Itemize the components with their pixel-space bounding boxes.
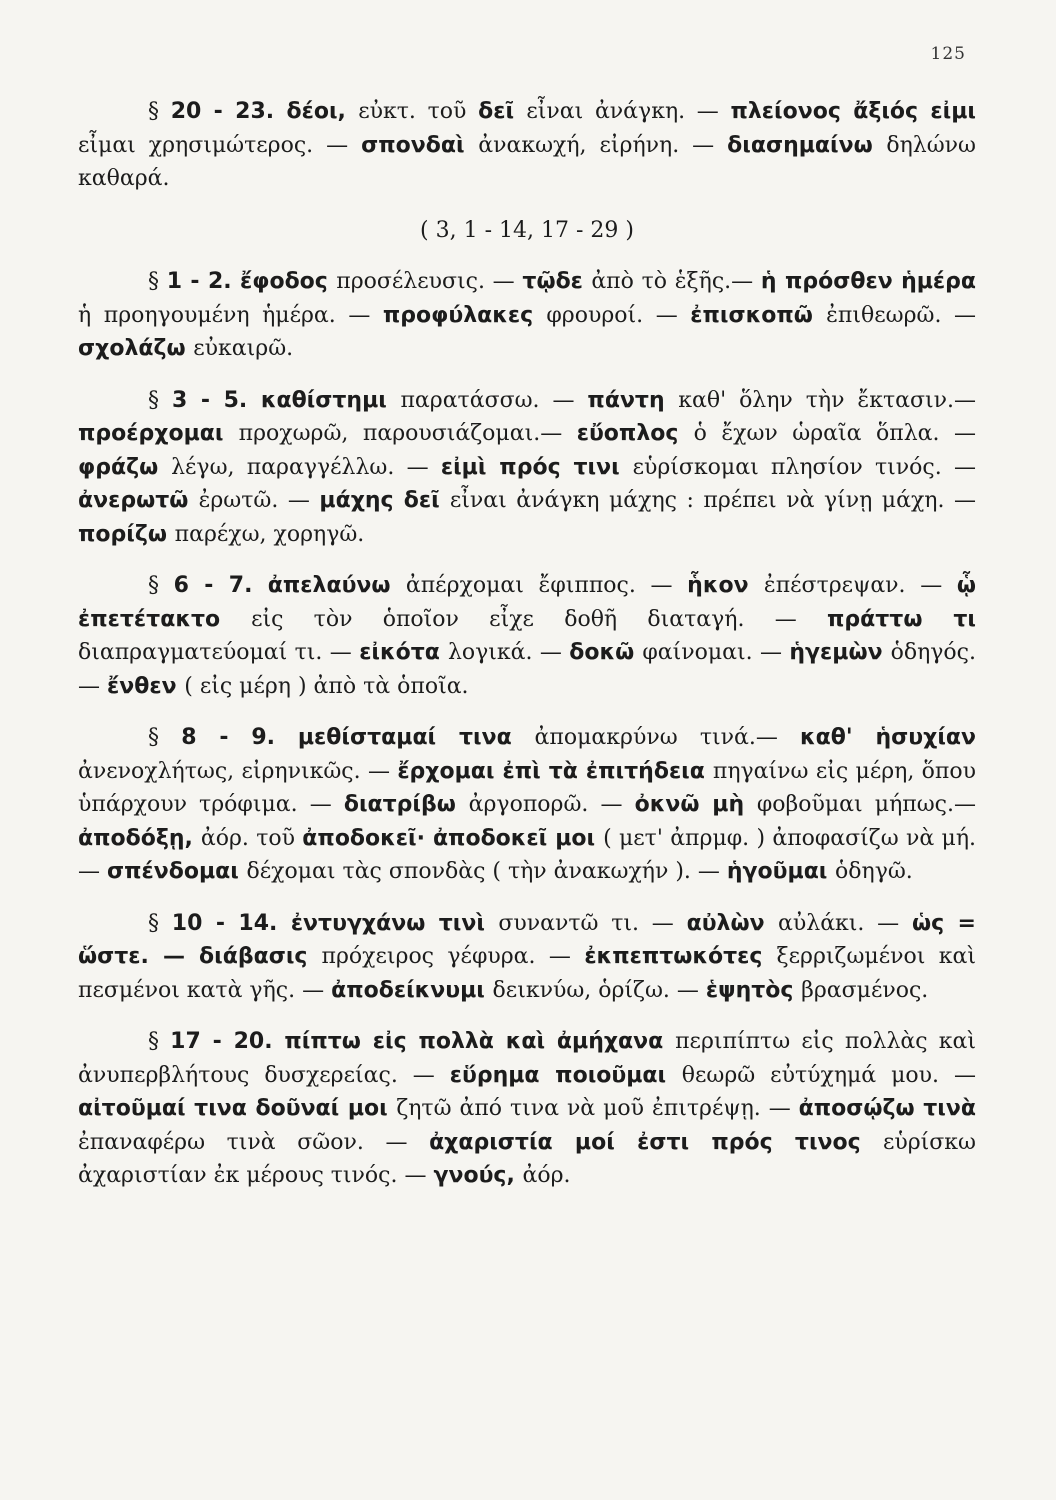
headword: εἰμὶ πρός τινι xyxy=(440,454,633,480)
headword: σχολάζω xyxy=(78,336,194,361)
headword: ἀποσῴζω τινὰ xyxy=(798,1096,976,1121)
headword: ἡγεμὼν xyxy=(789,640,891,665)
headword: αἰτοῦμαί τινα δοῦναί μοι xyxy=(78,1096,397,1121)
gloss-text: εὑρίσκομαι πλησίον τινός. — xyxy=(632,454,976,480)
headword: ὀκνῶ μὴ xyxy=(634,792,757,817)
gloss-text: ἀνενοχλήτως, εἰρηνικῶς. — xyxy=(78,758,398,784)
gloss-text: εἰς τὸν ὁποῖον εἶχε δοθῆ διαταγή. — xyxy=(251,606,827,632)
gloss-text: § xyxy=(148,269,167,294)
gloss-text: ξερριζωμένοι καὶ πεσμένοι κατὰ γῆς. — xyxy=(78,944,976,1003)
headword: ᾧ ἐπετέτακτο xyxy=(78,573,976,632)
headword: ἡγοῦμαι xyxy=(726,859,836,884)
gloss-text: ζητῶ ἀπό τινα νὰ μοῦ ἐπιτρέψῃ. — xyxy=(396,1096,799,1121)
headword: πίπτω εἰς πολλὰ καὶ ἀμήχανα xyxy=(284,1029,676,1054)
gloss-text: ἀπὸ τὸ ἑξῆς.— xyxy=(591,269,761,294)
gloss-text: εὐκτ. τοῦ xyxy=(358,99,479,124)
gloss-text: δέχομαι τὰς σπονδὰς ( τὴν ἀνακωχήν ). — xyxy=(246,859,727,884)
gloss-text: παρατάσσω. — xyxy=(400,387,588,413)
gloss-text: ἀπομακρύνω τινά.— xyxy=(534,725,801,750)
glossary-body xyxy=(78,95,976,1211)
headword: πλείονος ἄξιός εἰμι xyxy=(730,99,977,124)
headword: διατρίβω xyxy=(343,792,469,817)
gloss-text: § xyxy=(148,573,174,598)
gloss-text: ἀόρ. xyxy=(522,1163,571,1188)
gloss-text: ( εἰς μέρη ) ἀπὸ τὰ ὁποῖα. xyxy=(184,673,469,699)
gloss-text: φρουροί. — xyxy=(546,302,691,328)
glossary-paragraph xyxy=(78,721,976,889)
headword: εὔοπλος xyxy=(576,421,694,446)
headword: προφύλακες xyxy=(382,302,547,328)
gloss-text: § xyxy=(148,910,172,936)
gloss-text: συναντῶ τι. — xyxy=(498,910,687,936)
gloss-text: ὁ ἔχων ὡραῖα ὅπλα. — xyxy=(693,421,976,446)
headword: 1 - 2. xyxy=(166,269,240,294)
headword: ἀποδοκεῖ· ἀποδοκεῖ μοι xyxy=(302,825,604,851)
gloss-text: λέγω, παραγγέλλω. — xyxy=(171,454,441,480)
headword: μάχης δεῖ xyxy=(319,488,450,513)
headword: πράττω τι xyxy=(827,606,977,632)
gloss-text: δηλώνω καθαρά. xyxy=(78,132,976,191)
headword: 6 - 7. xyxy=(173,573,268,598)
headword: σπονδαὶ xyxy=(361,132,479,158)
headword: δεῖ xyxy=(478,99,527,124)
gloss-text: ( μετ' ἀπρμφ. ) ἀποφασίζω νὰ μή. — xyxy=(78,825,976,884)
headword: σπένδομαι xyxy=(107,859,247,884)
headword: ἀνερωτῶ xyxy=(78,488,199,513)
gloss-text: λογικά. — xyxy=(447,640,570,665)
headword: ἧκον xyxy=(687,573,764,598)
headword: δοκῶ xyxy=(569,640,643,665)
gloss-text: ἐρωτῶ. — xyxy=(198,488,320,513)
headword: εἰκότα xyxy=(359,640,448,665)
gloss-text: δεικνύω, ὁρίζω. — xyxy=(492,977,706,1003)
headword: ἀποδείκνυμι xyxy=(331,977,493,1003)
headword: 8 - 9. xyxy=(181,725,298,750)
headword: μεθίσταμαί τινα xyxy=(297,725,535,750)
headword: διάβασις xyxy=(199,944,322,969)
glossary-paragraph xyxy=(78,907,976,1008)
gloss-text: ἐπιθεωρῶ. — xyxy=(826,302,976,328)
gloss-text: ἐπαναφέρω τινὰ σῶον. — xyxy=(78,1129,430,1155)
gloss-text: βρασμένος. xyxy=(801,977,929,1003)
headword: 17 - 20. xyxy=(170,1029,285,1054)
gloss-text: εἶναι ἀνάγκη μάχης : πρέπει νὰ γίνῃ μάχη. — xyxy=(449,488,976,513)
headword: διασημαίνω xyxy=(727,132,887,158)
glossary-paragraph xyxy=(78,95,976,196)
gloss-text: περιπίπτω εἰς πολλὰς καὶ ἀνυπερβλήτους δυσχερείας. — xyxy=(78,1029,976,1088)
gloss-text: ἀργοπορῶ. — xyxy=(468,792,635,817)
headword: ἀχαριστία μοί ἐστι πρός τινος xyxy=(429,1129,883,1155)
headword: ἔνθεν xyxy=(107,673,185,699)
gloss-text: ἐπέστρεψαν. — xyxy=(763,573,957,598)
headword: ἐπισκοπῶ xyxy=(690,302,827,328)
gloss-text: ἀπέρχομαι ἔφιππος. — xyxy=(405,573,688,598)
gloss-text: § xyxy=(148,99,171,124)
gloss-text: εὐκαιρῶ. xyxy=(193,336,294,361)
headword: ὡς = ὥστε. — xyxy=(78,910,976,969)
gloss-text: εἶμαι χρησιμώτερος. — xyxy=(78,132,362,158)
gloss-text: προσέλευσις. — xyxy=(336,269,523,294)
gloss-text: πηγαίνω εἰς μέρη, ὅπου ὑπάρχουν τρόφιμα. — xyxy=(78,758,976,817)
headword: φράζω xyxy=(78,454,172,480)
section-heading: ( 3, 1 - 14, 17 - 29 ) xyxy=(420,217,634,243)
headword: πορίζω xyxy=(78,521,175,547)
headword: γνούς, xyxy=(433,1163,523,1188)
headword: 3 - 5. xyxy=(171,387,261,413)
headword: ἔφοδος xyxy=(240,269,337,294)
headword: ἡ πρόσθεν ἡμέρα xyxy=(760,269,977,294)
glossary-paragraph xyxy=(78,1025,976,1193)
gloss-text: § xyxy=(148,387,172,413)
gloss-text: εὑρίσκω ἀχαριστίαν ἐκ μέρους τινός. — xyxy=(78,1129,976,1188)
gloss-text: ὁδηγῶ. xyxy=(835,859,913,884)
headword: προέρχομαι xyxy=(78,421,239,446)
headword: αὐλὼν xyxy=(686,910,779,936)
gloss-text: πρόχειρος γέφυρα. — xyxy=(321,944,585,969)
gloss-text: ἀνακωχή, εἰρήνη. — xyxy=(478,132,728,158)
headword: πάντη xyxy=(587,387,679,413)
headword: καθίστημι xyxy=(260,387,401,413)
gloss-text: § xyxy=(148,725,182,750)
headword: 20 - 23. xyxy=(170,99,287,124)
page-number: 125 xyxy=(930,44,966,64)
headword: τῷδε xyxy=(522,269,592,294)
glossary-paragraph xyxy=(78,569,976,703)
gloss-text: φοβοῦμαι μήπως.— xyxy=(756,792,976,817)
headword: ἀποδόξῃ, xyxy=(78,825,201,851)
gloss-text: παρέχω, χορηγῶ. xyxy=(174,521,365,547)
glossary-paragraph xyxy=(78,384,976,552)
headword: εὕρημα ποιοῦμαι xyxy=(449,1062,682,1088)
gloss-text: φαίνομαι. — xyxy=(642,640,790,665)
headword: δέοι, xyxy=(286,99,359,124)
gloss-text: θεωρῶ εὐτύχημά μου. — xyxy=(681,1062,976,1088)
gloss-text: ὁδηγός. — xyxy=(78,640,976,699)
gloss-text: διαπραγματεύομαί τι. — xyxy=(78,640,360,665)
headword: ἀπελαύνω xyxy=(267,573,406,598)
headword: 10 - 14. xyxy=(171,910,291,936)
gloss-text: § xyxy=(148,1029,171,1054)
headword: ἐκπεπτωκότες xyxy=(584,944,777,969)
glossary-paragraph xyxy=(78,265,976,366)
headword: ἔρχομαι ἐπὶ τὰ ἐπιτήδεια xyxy=(397,758,713,784)
gloss-text: καθ' ὅλην τὴν ἔκτασιν.— xyxy=(678,387,976,413)
gloss-text: ἀόρ. τοῦ xyxy=(200,825,303,851)
headword: ἑψητὸς xyxy=(705,977,802,1003)
headword: καθ' ἡσυχίαν xyxy=(800,725,976,750)
gloss-text: προχωρῶ, παρουσιάζομαι.— xyxy=(238,421,577,446)
gloss-text: ἡ προηγουμένη ἡμέρα. — xyxy=(78,302,383,328)
gloss-text: αὐλάκι. — xyxy=(778,910,912,936)
headword: ἐντυγχάνω τινὶ xyxy=(290,910,499,936)
gloss-text: εἶναι ἀνάγκη. — xyxy=(526,99,731,124)
